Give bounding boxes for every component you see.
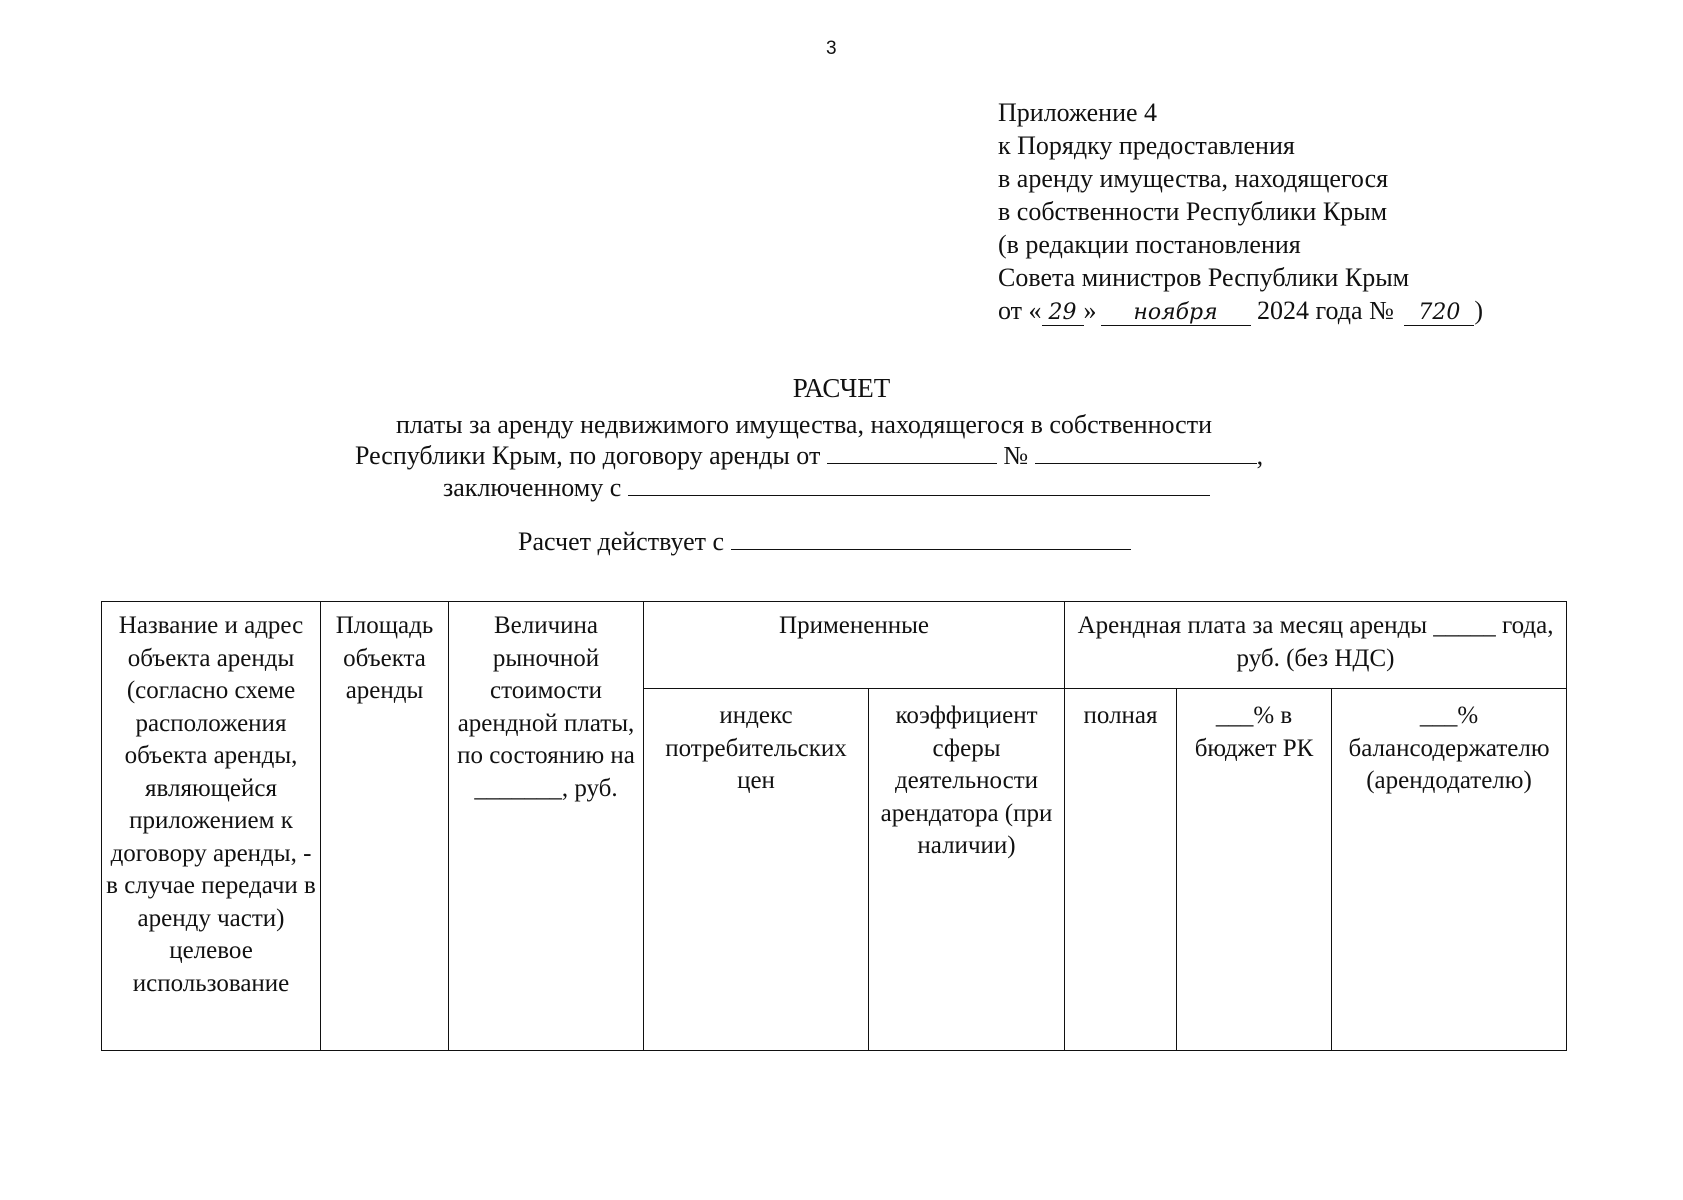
header-market-value: Величина рыночной стоимости арендной платы, по состоянию на _______, руб. [449, 602, 644, 1051]
header-coefficient: коэффициент сферы деятельности арендатора (при наличии) [869, 689, 1065, 1051]
date-mid: » [1083, 296, 1097, 325]
comma: , [1256, 441, 1264, 470]
page-number: 3 [826, 38, 837, 59]
date-prefix: от « [998, 296, 1042, 325]
appendix-block [998, 96, 1483, 327]
contract-date-blank [827, 441, 997, 464]
tenant-label: заключенному с [443, 473, 622, 502]
header-budget-share: ___% в бюджет РК [1177, 689, 1332, 1051]
header-area: Площадь объекта аренды [321, 602, 449, 1051]
contract-number-blank [1035, 441, 1257, 464]
subtitle-line-1: платы за аренду недвижимого имущества, находящегося в собственности [396, 410, 1212, 439]
header-monthly-rent: Арендная плата за месяц аренды _____ года, руб. (без НДС) [1065, 602, 1567, 689]
document-title: РАСЧЕТ [792, 373, 891, 403]
header-cpi: индекс потребительских цен [644, 689, 869, 1051]
effective-date-blank [731, 527, 1131, 550]
appendix-line: Приложение 4 [998, 98, 1158, 127]
appendix-line: к Порядку предоставления [998, 131, 1295, 160]
subtitle-line-3 [443, 473, 1210, 503]
handwritten-doc-number: 720 [1404, 301, 1474, 326]
header-holder-share: ___% балансодержателю (арендодателю) [1332, 689, 1567, 1051]
contract-date-label: Республики Крым, по договору аренды от [355, 441, 821, 470]
header-object: Название и адрес объекта аренды (согласно схеме расположения объекта аренды, являющейся приложением к договору аренды, - в случае передачи в аренду части) целевое использование [102, 602, 321, 1051]
appendix-line: Совета министров Республики Крым [998, 263, 1410, 292]
appendix-date-line [998, 294, 1483, 327]
header-full: полная [1065, 689, 1177, 1051]
calculation-table [101, 601, 1567, 1051]
handwritten-month: ноября [1101, 301, 1251, 326]
date-year: 2024 года № [1257, 296, 1394, 325]
appendix-line: в аренду имущества, находящегося [998, 164, 1389, 193]
header-applied: Примененные [644, 602, 1065, 689]
date-suffix: ) [1474, 296, 1484, 325]
appendix-line: (в редакции постановления [998, 230, 1301, 259]
tenant-blank [628, 473, 1210, 496]
handwritten-day: 29 [1042, 301, 1084, 326]
effective-date-label: Расчет действует с [518, 527, 725, 556]
subtitle-line-2 [355, 441, 1263, 471]
appendix-line: в собственности Республики Крым [998, 197, 1388, 226]
effective-date-line [518, 527, 1131, 557]
contract-number-label: № [1003, 441, 1029, 470]
